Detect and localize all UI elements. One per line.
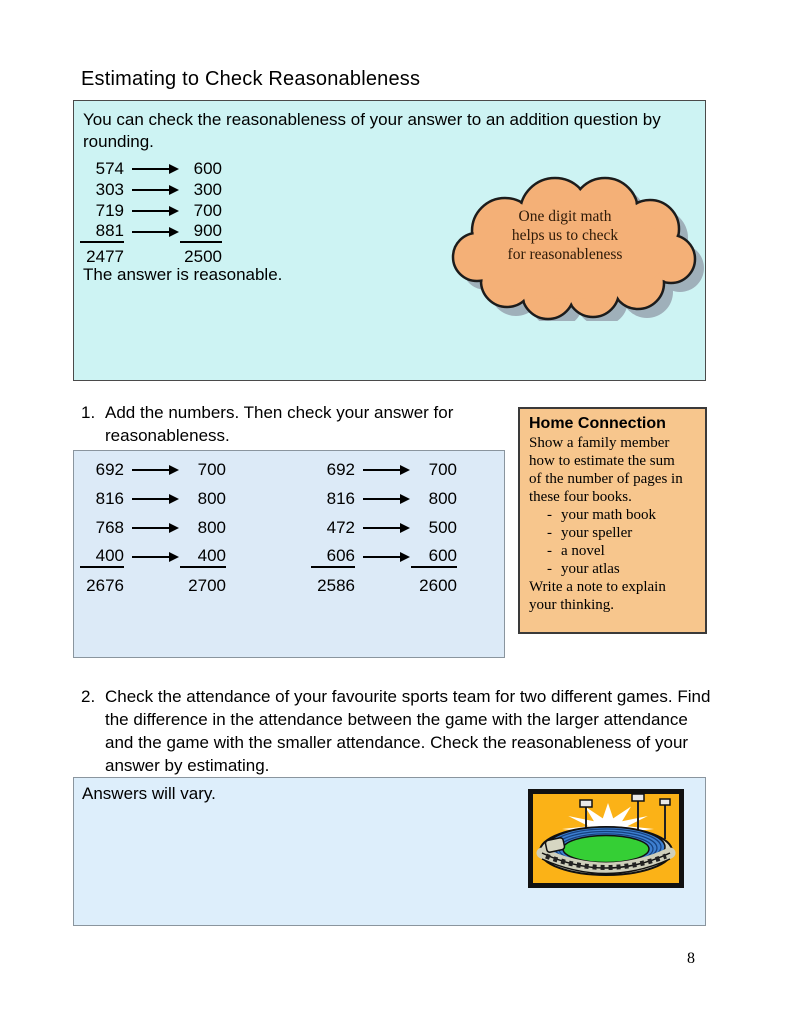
addend: 692 xyxy=(95,459,124,479)
rounded-value: 600 xyxy=(411,546,457,568)
right-arrow-icon xyxy=(132,189,170,191)
home-connection-outro: Write a note to explain your thinking. xyxy=(529,579,666,613)
right-arrow-icon xyxy=(132,498,170,500)
right-arrow-icon xyxy=(363,527,401,529)
rounded-value: 300 xyxy=(193,179,222,199)
home-connection-item: - a novel xyxy=(547,543,605,559)
estimated-sum: 2500 xyxy=(184,246,222,266)
cloud-text xyxy=(426,207,704,264)
right-arrow-icon xyxy=(363,556,401,558)
question-text: Check the attendance of your favourite sports team for two different games. Find the difference in the attendance between the game with the larger attendance and the game with the smaller attendance. Check the reasonableness of your answer by estimating. xyxy=(105,687,711,775)
rounded-value: 400 xyxy=(180,546,226,568)
intro-text: You can check the reasonableness of your answer to an addition question by rounding. xyxy=(83,110,661,151)
rounded-value: 800 xyxy=(428,488,457,508)
cloud-line: for reasonableness xyxy=(507,246,623,263)
rounding-row xyxy=(80,221,222,242)
page-number: 8 xyxy=(687,950,695,967)
exact-sum: 2477 xyxy=(86,246,124,266)
work-column-left xyxy=(80,455,226,600)
stadium-icon xyxy=(528,789,684,888)
exact-sum: 2676 xyxy=(86,575,124,595)
rounded-value: 700 xyxy=(197,459,226,479)
conclusion-text: The answer is reasonable. xyxy=(83,265,283,284)
rounded-value: 800 xyxy=(197,517,226,537)
question-number: 2. xyxy=(81,687,96,706)
dash-bullet: - xyxy=(547,561,552,577)
thought-cloud xyxy=(426,163,704,321)
addend: 303 xyxy=(95,179,124,199)
question2-answer-box xyxy=(73,777,706,926)
answer-text: Answers will vary. xyxy=(82,784,216,803)
question-number: 1. xyxy=(81,403,96,422)
estimated-sum: 2700 xyxy=(188,575,226,595)
rounded-value: 900 xyxy=(180,221,222,243)
addend: 692 xyxy=(326,459,355,479)
right-arrow-icon xyxy=(132,168,170,170)
cloud-line: One digit math xyxy=(518,208,612,225)
home-connection-box xyxy=(518,407,707,634)
home-connection-item: - your speller xyxy=(547,525,633,541)
addend: 606 xyxy=(311,546,355,568)
question1-answer-box xyxy=(73,450,505,658)
rounding-example-table xyxy=(80,158,222,271)
right-arrow-icon xyxy=(132,231,170,233)
rounded-value: 700 xyxy=(193,200,222,220)
right-arrow-icon xyxy=(132,469,170,471)
addend: 400 xyxy=(80,546,124,568)
stadium-clipart xyxy=(528,789,684,888)
addend: 472 xyxy=(326,517,355,537)
right-arrow-icon xyxy=(132,527,170,529)
estimated-sum: 2600 xyxy=(419,575,457,595)
home-connection-title: Home Connection xyxy=(529,415,666,432)
question-1 xyxy=(81,401,507,447)
rounded-value: 500 xyxy=(428,517,457,537)
right-arrow-icon xyxy=(132,556,170,558)
home-connection-item: - your math book xyxy=(547,507,656,523)
question-2 xyxy=(81,685,717,777)
work-column-right xyxy=(311,455,457,600)
addend: 719 xyxy=(95,200,124,220)
right-arrow-icon xyxy=(363,469,401,471)
dash-bullet: - xyxy=(547,507,552,523)
addend: 816 xyxy=(95,488,124,508)
addend: 768 xyxy=(95,517,124,537)
rounded-value: 800 xyxy=(197,488,226,508)
rounded-value: 700 xyxy=(428,459,457,479)
rounded-value: 600 xyxy=(193,158,222,178)
home-connection-item: - your atlas xyxy=(547,561,620,577)
rounding-row xyxy=(80,158,222,179)
cloud-line: helps us to check xyxy=(511,227,619,244)
intro-example-box xyxy=(73,100,706,381)
rounding-row xyxy=(80,179,222,200)
addend: 574 xyxy=(95,158,124,178)
home-connection-intro: Show a family member how to estimate the sum of the number of pages in these four books. xyxy=(529,435,683,505)
dash-bullet: - xyxy=(547,525,552,541)
addend: 816 xyxy=(326,488,355,508)
dash-bullet: - xyxy=(547,543,552,559)
question-text: Add the numbers. Then check your answer for reasonableness. xyxy=(105,403,454,445)
page-title: Estimating to Check Reasonableness xyxy=(81,68,421,90)
right-arrow-icon xyxy=(132,210,170,212)
right-arrow-icon xyxy=(363,498,401,500)
addend: 881 xyxy=(80,221,124,243)
exact-sum: 2586 xyxy=(317,575,355,595)
rounding-row xyxy=(80,200,222,221)
